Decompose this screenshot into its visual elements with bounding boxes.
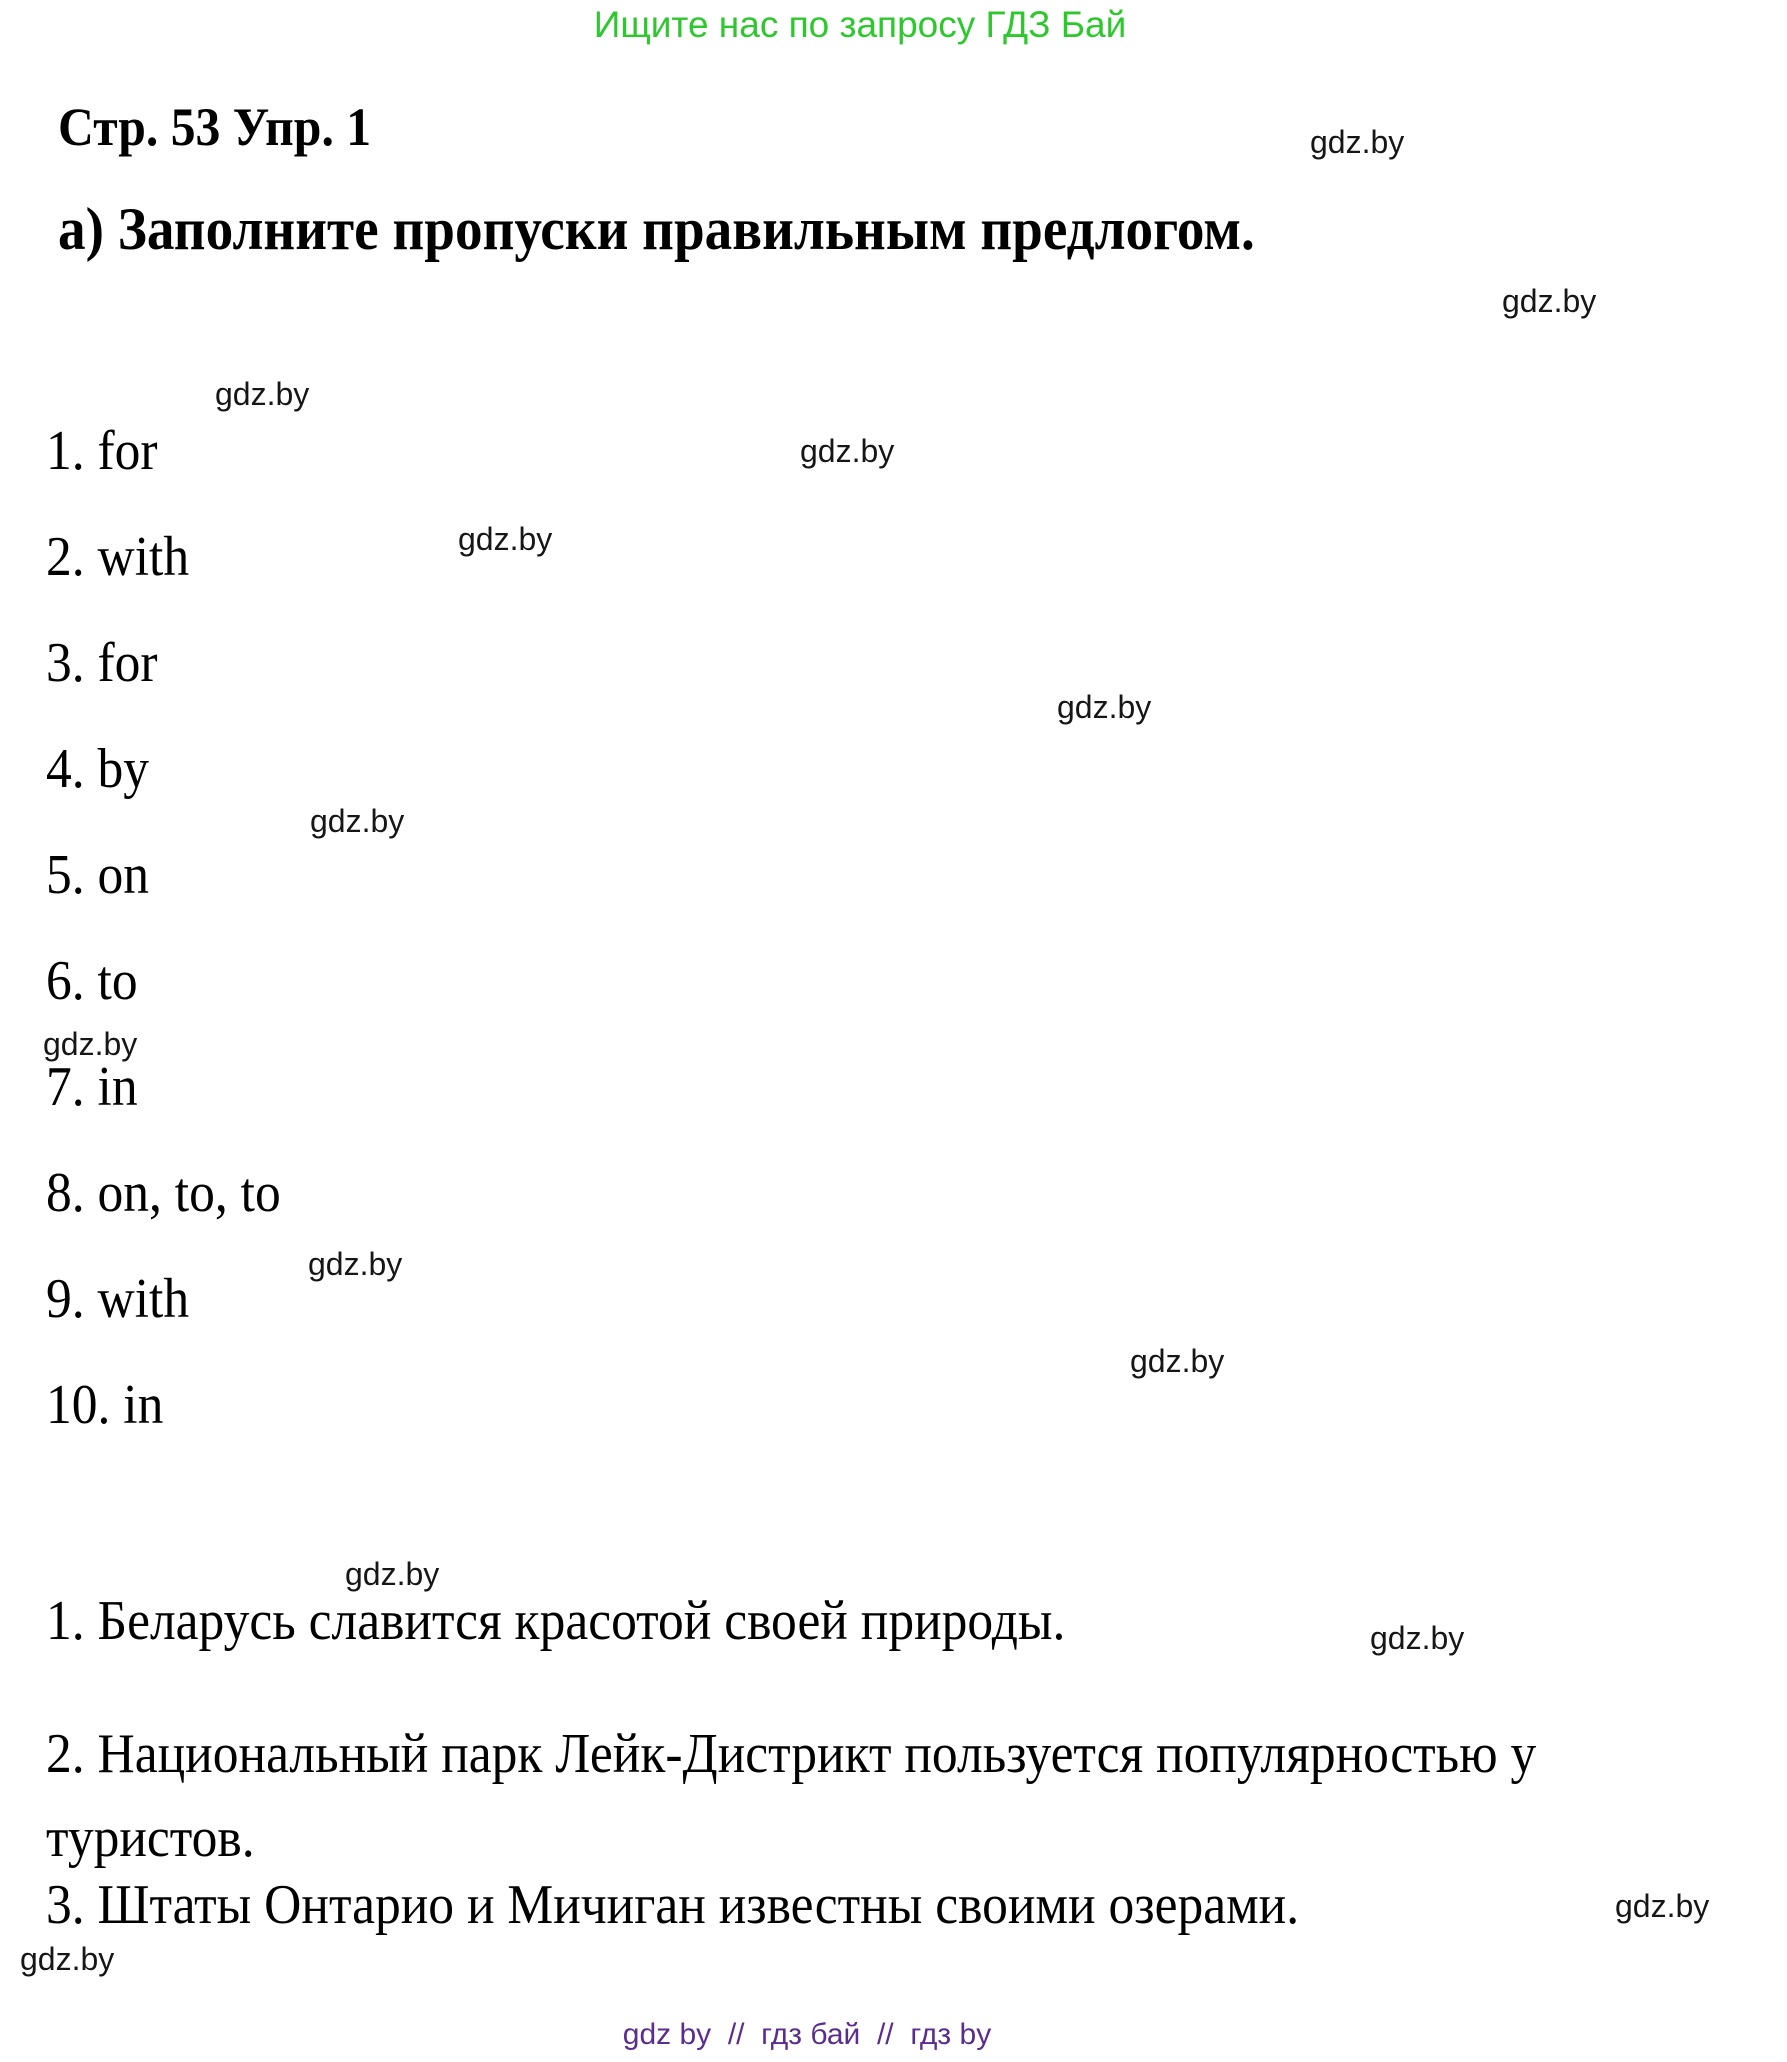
answer-item-3: 3. for bbox=[46, 632, 158, 694]
gdz-watermark: gdz.by bbox=[20, 1941, 115, 1977]
answer-item-6: 6. to bbox=[46, 950, 138, 1012]
translation-item-3: 3. Штаты Онтарио и Мичиган известны своими озерами. bbox=[46, 1874, 1300, 1936]
answer-item-8: 8. on, to, to bbox=[46, 1162, 281, 1224]
gdz-watermark: gdz.by bbox=[308, 1246, 403, 1282]
answer-item-9: 9. with bbox=[46, 1268, 190, 1330]
gdz-watermark: gdz.by bbox=[43, 1026, 138, 1062]
answer-item-1: 1. for bbox=[46, 420, 158, 482]
gdz-watermark: gdz.by bbox=[458, 521, 553, 557]
gdz-watermark: gdz.by bbox=[1615, 1888, 1710, 1924]
page-title: Стр. 53 Упр. 1 bbox=[58, 97, 372, 157]
gdz-watermark: gdz.by bbox=[1057, 689, 1152, 725]
gdz-watermark: gdz.by bbox=[800, 433, 895, 469]
gdz-watermark: gdz.by bbox=[1130, 1343, 1225, 1379]
translation-item-2: 2. Национальный парк Лейк-Дистрикт пользуется популярностью у туристов. bbox=[46, 1723, 1537, 1869]
gdz-watermark: gdz.by bbox=[1370, 1620, 1465, 1656]
gdz-watermark: gdz.by bbox=[310, 803, 405, 839]
answer-item-10: 10. in bbox=[46, 1374, 164, 1436]
promo-banner: Ищите нас по запросу ГДЗ Бай bbox=[593, 4, 1127, 45]
answer-item-5: 5. on bbox=[46, 844, 150, 906]
answer-item-2: 2. with bbox=[46, 526, 190, 588]
translation-item-1: 1. Беларусь славится красотой своей природы. bbox=[46, 1590, 1066, 1652]
answer-item-4: 4. by bbox=[46, 738, 150, 800]
gdz-watermark: gdz.by bbox=[1502, 283, 1597, 319]
answer-item-7: 7. in bbox=[46, 1056, 138, 1118]
gdz-watermark: gdz.by bbox=[215, 376, 310, 412]
gdz-watermark: gdz.by bbox=[1310, 124, 1405, 160]
gdz-watermark: gdz.by bbox=[345, 1556, 440, 1592]
footer-links: gdz by // гдз бай // гдз by bbox=[622, 2018, 992, 2051]
task-heading: а) Заполните пропуски правильным предлогом. bbox=[58, 196, 1255, 262]
